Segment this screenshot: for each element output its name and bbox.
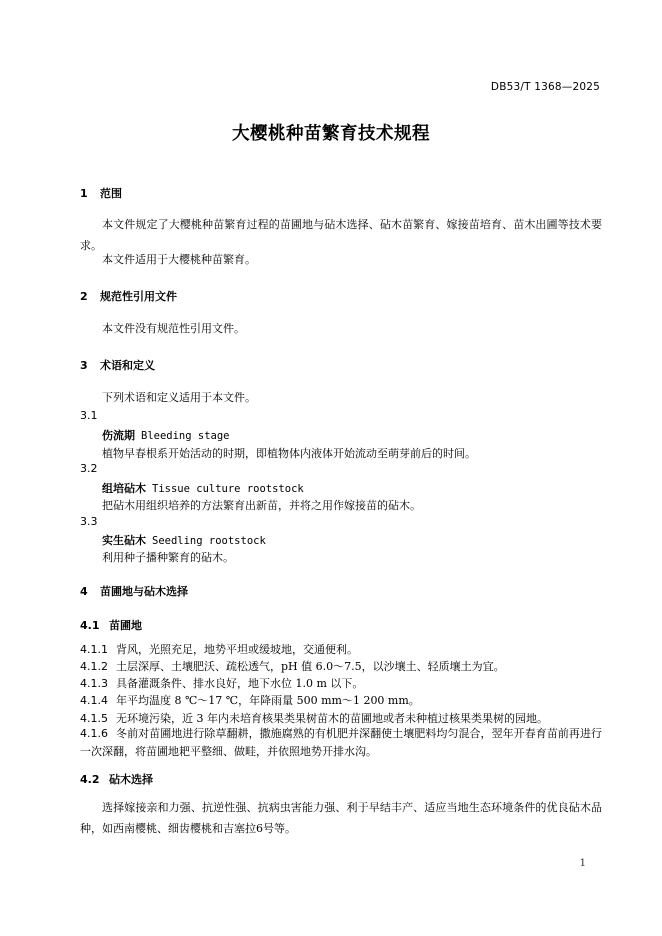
term-name-cn: 实生砧木 xyxy=(102,534,146,547)
clause-text: 年平均温度 8 ℃～17 ℃，年降雨量 500 mm～1 200 mm。 xyxy=(116,694,420,707)
subsection-4-1-heading xyxy=(80,617,142,633)
subsection-title: 苗圃地 xyxy=(109,619,142,632)
term-definition: 植物早春根系开始活动的时期，即植物体内液体开始流动至萌芽前后的时间。 xyxy=(102,447,476,460)
clause-number: 4.1.1 xyxy=(80,643,108,656)
section-title: 范围 xyxy=(100,187,122,200)
clause-number: 4.1.2 xyxy=(80,660,108,673)
term-name-en: Tissue culture rootstock xyxy=(152,483,304,495)
term-name-cn: 伤流期 xyxy=(102,429,135,442)
section-1-heading xyxy=(80,185,122,201)
term-name-en: Bleeding stage xyxy=(141,430,230,442)
scope-paragraph-1: 本文件规定了大樱桃种苗繁育过程的苗圃地与砧木选择、砧木苗繁育、嫁接苗培育、苗木出圃等技术要求。 xyxy=(80,218,602,252)
clause-text: 无环境污染，近 3 年内未培育核果类果树苗木的苗圃地或者未种植过核果类果树的园地。 xyxy=(116,712,548,725)
term-name-en: Seedling rootstock xyxy=(152,535,266,547)
clause-number: 4.1.6 xyxy=(80,727,108,740)
term-definition: 把砧木用组织培养的方法繁育出新苗，并将之用作嫁接苗的砧木。 xyxy=(102,499,421,512)
page-number: 1 xyxy=(579,858,586,869)
subsection-4-2-heading xyxy=(80,771,153,787)
clause-text: 土层深厚、土壤肥沃、疏松透气，pH 值 6.0～7.5，以沙壤土、轻质壤土为宜。 xyxy=(116,660,505,673)
scope-paragraph-2: 本文件适用于大樱桃种苗繁育。 xyxy=(102,253,256,266)
section-3-heading xyxy=(80,357,155,373)
term-number: 3.3 xyxy=(80,515,98,528)
term-name-cn: 组培砧木 xyxy=(102,482,146,495)
section-title: 规范性引用文件 xyxy=(100,290,177,303)
section-4-heading xyxy=(80,583,188,599)
document-title: 大樱桃种苗繁育技术规程 xyxy=(232,124,430,144)
clause-number: 4.1.5 xyxy=(80,712,108,725)
clause-text: 背风，光照充足，地势平坦或缓坡地，交通便利。 xyxy=(116,643,358,656)
term-name xyxy=(102,427,230,443)
clause-4-1-6 xyxy=(80,725,602,761)
clause-text: 具备灌溉条件、排水良好，地下水位 1.0 m 以下。 xyxy=(116,677,364,690)
section-title: 苗圃地与砧木选择 xyxy=(100,585,188,598)
terms-intro: 下列术语和定义适用于本文件。 xyxy=(102,391,256,404)
section-number: 3 xyxy=(80,359,88,372)
subsection-number: 4.1 xyxy=(80,619,100,632)
clause-number: 4.1.4 xyxy=(80,694,108,707)
clause-number: 4.1.3 xyxy=(80,677,108,690)
term-name xyxy=(102,532,266,548)
section-number: 2 xyxy=(80,290,88,303)
section-number: 1 xyxy=(80,187,88,200)
subsection-title: 砧木选择 xyxy=(109,773,153,786)
term-number: 3.2 xyxy=(80,462,98,475)
section-title: 术语和定义 xyxy=(100,359,155,372)
term-name xyxy=(102,480,304,496)
term-definition: 利用种子播种繁育的砧木。 xyxy=(102,551,234,564)
document-code: DB53/T 1368—2025 xyxy=(490,81,600,93)
normative-references-text: 本文件没有规范性引用文件。 xyxy=(102,322,245,335)
clause-text: 冬前对苗圃地进行除草翻耕，撒施腐熟的有机肥并深翻使土壤肥料均匀混合，翌年开春育苗前再进行一次深翻，将苗圃地耙平整细、做畦，并依照地势开排水沟。 xyxy=(80,727,602,758)
section-number: 4 xyxy=(80,585,88,598)
term-number: 3.1 xyxy=(80,409,98,422)
subsection-number: 4.2 xyxy=(80,773,100,786)
section-2-heading xyxy=(80,288,177,304)
rootstock-selection-paragraph: 选择嫁接亲和力强、抗逆性强、抗病虫害能力强、利于早结丰产、适应当地生态环境条件的优良砧木品种，如西南樱桃、细齿樱桃和吉塞拉6号等。 xyxy=(80,801,602,835)
